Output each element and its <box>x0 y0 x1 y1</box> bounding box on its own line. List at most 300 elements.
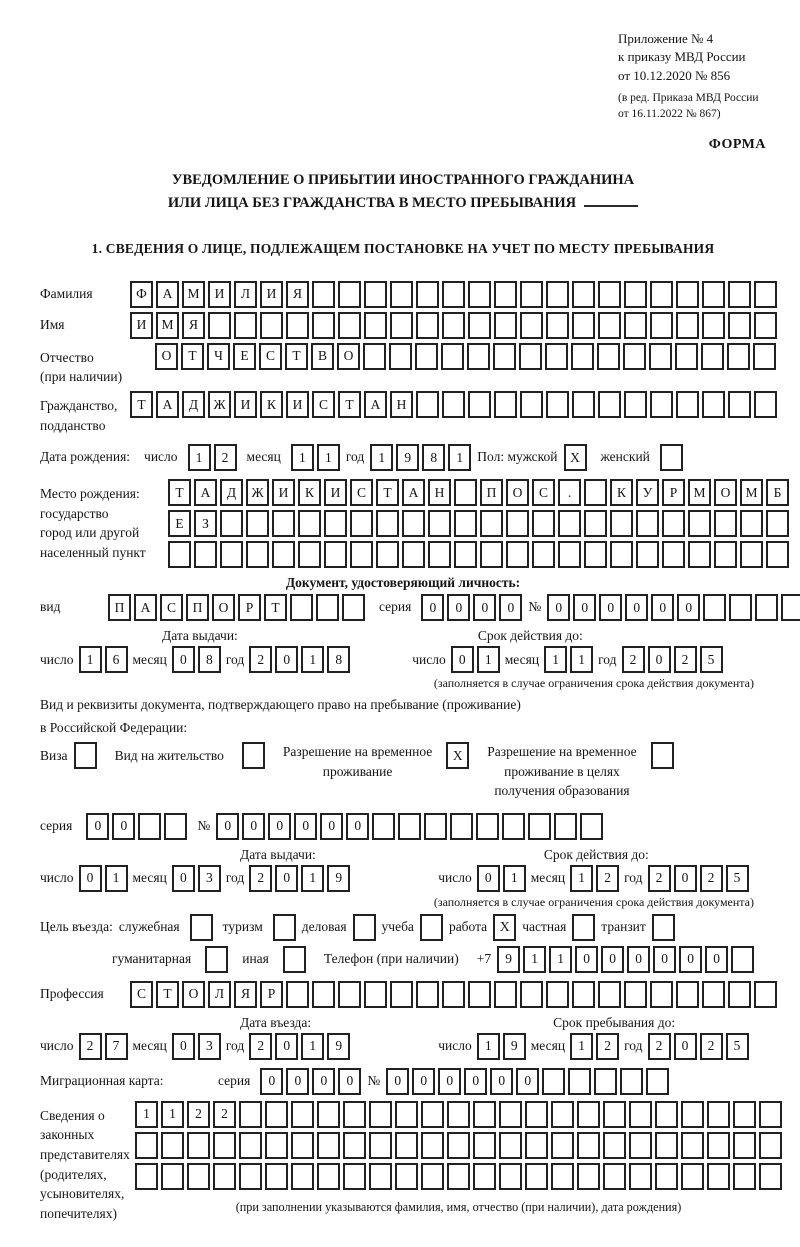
char-cell[interactable] <box>714 510 737 537</box>
char-cell[interactable]: Н <box>390 391 413 418</box>
char-cell[interactable]: 0 <box>627 946 650 973</box>
char-cell[interactable] <box>558 541 581 568</box>
char-cell[interactable] <box>506 541 529 568</box>
char-cell[interactable]: Н <box>428 479 451 506</box>
char-cell[interactable] <box>577 1132 600 1159</box>
char-cell[interactable] <box>395 1101 418 1128</box>
char-cell[interactable] <box>343 1101 366 1128</box>
char-cell[interactable] <box>395 1132 418 1159</box>
char-cell[interactable] <box>624 391 647 418</box>
char-cell[interactable] <box>662 510 685 537</box>
char-cell[interactable]: Р <box>238 594 261 621</box>
char-cell[interactable]: 7 <box>105 1033 128 1060</box>
char-cell[interactable] <box>74 742 97 769</box>
char-cell[interactable] <box>421 1132 444 1159</box>
char-cell[interactable]: И <box>324 479 347 506</box>
char-cell[interactable]: 1 <box>477 646 500 673</box>
char-cell[interactable] <box>676 391 699 418</box>
char-cell[interactable]: 0 <box>79 865 102 892</box>
char-cell[interactable] <box>759 1132 782 1159</box>
char-cell[interactable] <box>728 312 751 339</box>
char-cell[interactable]: 1 <box>570 865 593 892</box>
char-cell[interactable] <box>532 510 555 537</box>
char-cell[interactable] <box>213 1132 236 1159</box>
char-cell[interactable] <box>372 813 395 840</box>
char-cell[interactable] <box>676 281 699 308</box>
char-cell[interactable] <box>546 391 569 418</box>
char-cell[interactable]: 0 <box>573 594 596 621</box>
char-cell[interactable] <box>499 1132 522 1159</box>
char-cell[interactable]: 8 <box>327 646 350 673</box>
char-cell[interactable]: 0 <box>438 1068 461 1095</box>
char-cell[interactable] <box>442 981 465 1008</box>
char-cell[interactable]: О <box>337 343 360 370</box>
char-cell[interactable] <box>494 391 517 418</box>
char-cell[interactable] <box>343 1132 366 1159</box>
char-cell[interactable] <box>759 1101 782 1128</box>
char-cell[interactable] <box>350 541 373 568</box>
char-cell[interactable]: 0 <box>421 594 444 621</box>
char-cell[interactable] <box>650 981 673 1008</box>
char-cell[interactable] <box>572 391 595 418</box>
char-cell[interactable] <box>740 510 763 537</box>
char-cell[interactable]: Ч <box>207 343 230 370</box>
char-cell[interactable] <box>558 510 581 537</box>
char-cell[interactable] <box>629 1163 652 1190</box>
char-cell[interactable] <box>239 1163 262 1190</box>
char-cell[interactable] <box>728 981 751 1008</box>
char-cell[interactable] <box>620 1068 643 1095</box>
char-cell[interactable] <box>298 541 321 568</box>
char-cell[interactable] <box>636 510 659 537</box>
char-cell[interactable]: 2 <box>249 646 272 673</box>
char-cell[interactable] <box>525 1132 548 1159</box>
char-cell[interactable]: 2 <box>187 1101 210 1128</box>
char-cell[interactable]: И <box>260 281 283 308</box>
char-cell[interactable]: 0 <box>516 1068 539 1095</box>
char-cell[interactable]: А <box>156 281 179 308</box>
char-cell[interactable] <box>338 312 361 339</box>
char-cell[interactable] <box>450 813 473 840</box>
char-cell[interactable]: 0 <box>674 1033 697 1060</box>
char-cell[interactable] <box>781 594 800 621</box>
char-cell[interactable] <box>291 1163 314 1190</box>
char-cell[interactable]: И <box>130 312 153 339</box>
char-cell[interactable] <box>623 343 646 370</box>
char-cell[interactable] <box>402 510 425 537</box>
char-cell[interactable]: 6 <box>105 646 128 673</box>
char-cell[interactable] <box>416 391 439 418</box>
char-cell[interactable]: 0 <box>346 813 369 840</box>
char-cell[interactable]: 2 <box>700 1033 723 1060</box>
char-cell[interactable]: 0 <box>653 946 676 973</box>
char-cell[interactable] <box>246 510 269 537</box>
char-cell[interactable]: 9 <box>327 865 350 892</box>
char-cell[interactable]: З <box>194 510 217 537</box>
char-cell[interactable] <box>650 391 673 418</box>
char-cell[interactable] <box>135 1163 158 1190</box>
char-cell[interactable]: 1 <box>448 444 471 471</box>
char-cell[interactable]: 9 <box>396 444 419 471</box>
char-cell[interactable]: Л <box>208 981 231 1008</box>
char-cell[interactable]: К <box>610 479 633 506</box>
char-cell[interactable] <box>714 541 737 568</box>
char-cell[interactable] <box>220 510 243 537</box>
char-cell[interactable] <box>688 541 711 568</box>
char-cell[interactable]: 0 <box>275 1033 298 1060</box>
char-cell[interactable] <box>476 813 499 840</box>
char-cell[interactable] <box>272 510 295 537</box>
char-cell[interactable]: Л <box>234 281 257 308</box>
char-cell[interactable]: 0 <box>473 594 496 621</box>
char-cell[interactable] <box>598 391 621 418</box>
char-cell[interactable]: 1 <box>523 946 546 973</box>
char-cell[interactable] <box>473 1163 496 1190</box>
char-cell[interactable]: 0 <box>705 946 728 973</box>
char-cell[interactable] <box>660 444 683 471</box>
char-cell[interactable]: 0 <box>386 1068 409 1095</box>
char-cell[interactable] <box>343 1163 366 1190</box>
char-cell[interactable]: Б <box>766 479 789 506</box>
char-cell[interactable] <box>572 312 595 339</box>
char-cell[interactable]: 0 <box>677 594 700 621</box>
char-cell[interactable] <box>242 742 265 769</box>
char-cell[interactable]: 1 <box>370 444 393 471</box>
char-cell[interactable] <box>624 312 647 339</box>
char-cell[interactable] <box>312 281 335 308</box>
char-cell[interactable] <box>467 343 490 370</box>
char-cell[interactable] <box>390 312 413 339</box>
char-cell[interactable] <box>740 541 763 568</box>
char-cell[interactable] <box>688 510 711 537</box>
char-cell[interactable]: А <box>194 479 217 506</box>
char-cell[interactable] <box>480 541 503 568</box>
char-cell[interactable]: 8 <box>422 444 445 471</box>
char-cell[interactable] <box>499 1101 522 1128</box>
char-cell[interactable]: 0 <box>286 1068 309 1095</box>
char-cell[interactable]: 2 <box>674 646 697 673</box>
char-cell[interactable]: 1 <box>188 444 211 471</box>
char-cell[interactable]: И <box>208 281 231 308</box>
char-cell[interactable] <box>246 541 269 568</box>
char-cell[interactable]: 1 <box>105 865 128 892</box>
char-cell[interactable] <box>415 343 438 370</box>
char-cell[interactable]: 0 <box>575 946 598 973</box>
char-cell[interactable]: 0 <box>86 813 109 840</box>
char-cell[interactable] <box>480 510 503 537</box>
char-cell[interactable] <box>551 1132 574 1159</box>
char-cell[interactable] <box>707 1101 730 1128</box>
char-cell[interactable] <box>265 1163 288 1190</box>
char-cell[interactable]: 0 <box>451 646 474 673</box>
char-cell[interactable]: 5 <box>726 1033 749 1060</box>
char-cell[interactable] <box>676 981 699 1008</box>
char-cell[interactable]: 2 <box>79 1033 102 1060</box>
char-cell[interactable] <box>545 343 568 370</box>
char-cell[interactable] <box>603 1163 626 1190</box>
char-cell[interactable] <box>424 813 447 840</box>
char-cell[interactable] <box>286 981 309 1008</box>
char-cell[interactable]: 9 <box>327 1033 350 1060</box>
char-cell[interactable] <box>766 541 789 568</box>
char-cell[interactable]: И <box>272 479 295 506</box>
char-cell[interactable]: 1 <box>301 1033 324 1060</box>
char-cell[interactable] <box>584 541 607 568</box>
char-cell[interactable] <box>493 343 516 370</box>
char-cell[interactable] <box>161 1163 184 1190</box>
char-cell[interactable] <box>364 281 387 308</box>
char-cell[interactable]: 0 <box>499 594 522 621</box>
char-cell[interactable] <box>624 281 647 308</box>
char-cell[interactable] <box>376 510 399 537</box>
char-cell[interactable] <box>265 1132 288 1159</box>
char-cell[interactable]: Т <box>376 479 399 506</box>
char-cell[interactable] <box>290 594 313 621</box>
char-cell[interactable]: 2 <box>596 1033 619 1060</box>
char-cell[interactable] <box>729 594 752 621</box>
char-cell[interactable] <box>681 1132 704 1159</box>
char-cell[interactable] <box>260 312 283 339</box>
char-cell[interactable] <box>603 1132 626 1159</box>
char-cell[interactable] <box>265 1101 288 1128</box>
char-cell[interactable] <box>421 1163 444 1190</box>
char-cell[interactable] <box>312 312 335 339</box>
char-cell[interactable]: Т <box>181 343 204 370</box>
char-cell[interactable]: 2 <box>648 1033 671 1060</box>
char-cell[interactable]: О <box>714 479 737 506</box>
char-cell[interactable] <box>646 1068 669 1095</box>
char-cell[interactable]: 1 <box>317 444 340 471</box>
char-cell[interactable] <box>655 1132 678 1159</box>
char-cell[interactable] <box>494 981 517 1008</box>
char-cell[interactable] <box>707 1163 730 1190</box>
char-cell[interactable]: 1 <box>503 865 526 892</box>
char-cell[interactable] <box>220 541 243 568</box>
char-cell[interactable] <box>551 1163 574 1190</box>
char-cell[interactable] <box>468 391 491 418</box>
char-cell[interactable] <box>350 510 373 537</box>
char-cell[interactable] <box>208 312 231 339</box>
char-cell[interactable]: 0 <box>260 1068 283 1095</box>
char-cell[interactable] <box>298 510 321 537</box>
char-cell[interactable] <box>205 946 228 973</box>
char-cell[interactable] <box>702 281 725 308</box>
char-cell[interactable] <box>416 312 439 339</box>
char-cell[interactable]: 1 <box>570 646 593 673</box>
char-cell[interactable] <box>499 1163 522 1190</box>
char-cell[interactable] <box>468 312 491 339</box>
char-cell[interactable] <box>702 981 725 1008</box>
char-cell[interactable] <box>389 343 412 370</box>
char-cell[interactable]: С <box>259 343 282 370</box>
char-cell[interactable] <box>572 281 595 308</box>
char-cell[interactable]: 0 <box>112 813 135 840</box>
char-cell[interactable] <box>624 981 647 1008</box>
char-cell[interactable]: 0 <box>625 594 648 621</box>
char-cell[interactable] <box>733 1163 756 1190</box>
char-cell[interactable] <box>168 541 191 568</box>
char-cell[interactable] <box>164 813 187 840</box>
char-cell[interactable]: 3 <box>198 865 221 892</box>
char-cell[interactable] <box>584 479 607 506</box>
char-cell[interactable]: 0 <box>275 865 298 892</box>
char-cell[interactable] <box>675 343 698 370</box>
char-cell[interactable] <box>681 1101 704 1128</box>
char-cell[interactable]: 0 <box>412 1068 435 1095</box>
char-cell[interactable] <box>655 1163 678 1190</box>
char-cell[interactable] <box>494 312 517 339</box>
char-cell[interactable] <box>597 343 620 370</box>
char-cell[interactable] <box>598 981 621 1008</box>
char-cell[interactable] <box>525 1101 548 1128</box>
char-cell[interactable] <box>502 813 525 840</box>
char-cell[interactable] <box>338 281 361 308</box>
char-cell[interactable]: 2 <box>648 865 671 892</box>
char-cell[interactable] <box>520 281 543 308</box>
char-cell[interactable]: Т <box>130 391 153 418</box>
char-cell[interactable]: X <box>446 742 469 769</box>
char-cell[interactable]: П <box>108 594 131 621</box>
char-cell[interactable]: К <box>260 391 283 418</box>
char-cell[interactable]: 0 <box>651 594 674 621</box>
char-cell[interactable] <box>447 1163 470 1190</box>
char-cell[interactable]: М <box>688 479 711 506</box>
char-cell[interactable] <box>554 813 577 840</box>
char-cell[interactable]: П <box>186 594 209 621</box>
char-cell[interactable] <box>603 1101 626 1128</box>
char-cell[interactable]: О <box>212 594 235 621</box>
char-cell[interactable]: Т <box>168 479 191 506</box>
char-cell[interactable]: Я <box>286 281 309 308</box>
char-cell[interactable]: Т <box>264 594 287 621</box>
char-cell[interactable] <box>283 946 306 973</box>
char-cell[interactable]: 1 <box>477 1033 500 1060</box>
char-cell[interactable]: 2 <box>700 865 723 892</box>
char-cell[interactable]: 9 <box>503 1033 526 1060</box>
char-cell[interactable] <box>580 813 603 840</box>
char-cell[interactable]: П <box>480 479 503 506</box>
char-cell[interactable] <box>532 541 555 568</box>
char-cell[interactable] <box>577 1163 600 1190</box>
char-cell[interactable] <box>598 312 621 339</box>
char-cell[interactable]: А <box>134 594 157 621</box>
char-cell[interactable]: С <box>130 981 153 1008</box>
char-cell[interactable] <box>707 1132 730 1159</box>
char-cell[interactable] <box>291 1132 314 1159</box>
char-cell[interactable] <box>428 510 451 537</box>
char-cell[interactable] <box>454 541 477 568</box>
char-cell[interactable]: 2 <box>213 1101 236 1128</box>
char-cell[interactable]: 0 <box>242 813 265 840</box>
char-cell[interactable] <box>353 914 376 941</box>
char-cell[interactable] <box>454 510 477 537</box>
char-cell[interactable] <box>312 981 335 1008</box>
char-cell[interactable] <box>610 541 633 568</box>
char-cell[interactable] <box>571 343 594 370</box>
char-cell[interactable] <box>754 281 777 308</box>
char-cell[interactable]: М <box>182 281 205 308</box>
char-cell[interactable] <box>755 594 778 621</box>
char-cell[interactable] <box>363 343 386 370</box>
char-cell[interactable]: Ж <box>208 391 231 418</box>
char-cell[interactable] <box>316 594 339 621</box>
char-cell[interactable]: М <box>740 479 763 506</box>
char-cell[interactable] <box>473 1132 496 1159</box>
char-cell[interactable] <box>324 510 347 537</box>
char-cell[interactable] <box>161 1132 184 1159</box>
char-cell[interactable] <box>681 1163 704 1190</box>
char-cell[interactable] <box>364 981 387 1008</box>
char-cell[interactable] <box>369 1101 392 1128</box>
char-cell[interactable] <box>520 981 543 1008</box>
char-cell[interactable]: 1 <box>161 1101 184 1128</box>
char-cell[interactable]: Д <box>220 479 243 506</box>
char-cell[interactable]: 8 <box>198 646 221 673</box>
char-cell[interactable]: А <box>402 479 425 506</box>
char-cell[interactable]: А <box>156 391 179 418</box>
char-cell[interactable]: 0 <box>320 813 343 840</box>
char-cell[interactable] <box>629 1101 652 1128</box>
char-cell[interactable]: 2 <box>249 865 272 892</box>
char-cell[interactable] <box>364 312 387 339</box>
char-cell[interactable]: 0 <box>464 1068 487 1095</box>
char-cell[interactable] <box>213 1163 236 1190</box>
char-cell[interactable]: Д <box>182 391 205 418</box>
char-cell[interactable] <box>506 510 529 537</box>
char-cell[interactable]: Е <box>168 510 191 537</box>
char-cell[interactable] <box>272 541 295 568</box>
char-cell[interactable]: 1 <box>301 865 324 892</box>
char-cell[interactable] <box>584 510 607 537</box>
char-cell[interactable]: 0 <box>648 646 671 673</box>
char-cell[interactable] <box>402 541 425 568</box>
char-cell[interactable]: 1 <box>544 646 567 673</box>
char-cell[interactable] <box>551 1101 574 1128</box>
char-cell[interactable]: 0 <box>547 594 570 621</box>
char-cell[interactable]: 0 <box>312 1068 335 1095</box>
char-cell[interactable]: 0 <box>216 813 239 840</box>
char-cell[interactable] <box>727 343 750 370</box>
char-cell[interactable]: Т <box>156 981 179 1008</box>
char-cell[interactable] <box>135 1132 158 1159</box>
char-cell[interactable] <box>428 541 451 568</box>
char-cell[interactable] <box>342 594 365 621</box>
char-cell[interactable] <box>187 1132 210 1159</box>
char-cell[interactable] <box>416 281 439 308</box>
char-cell[interactable] <box>546 281 569 308</box>
char-cell[interactable]: 0 <box>477 865 500 892</box>
char-cell[interactable] <box>317 1132 340 1159</box>
char-cell[interactable] <box>598 281 621 308</box>
char-cell[interactable]: 0 <box>679 946 702 973</box>
char-cell[interactable]: 0 <box>275 646 298 673</box>
char-cell[interactable]: 2 <box>249 1033 272 1060</box>
char-cell[interactable]: М <box>156 312 179 339</box>
char-cell[interactable] <box>676 312 699 339</box>
char-cell[interactable] <box>733 1101 756 1128</box>
char-cell[interactable]: 1 <box>291 444 314 471</box>
char-cell[interactable]: С <box>160 594 183 621</box>
char-cell[interactable]: Я <box>182 312 205 339</box>
char-cell[interactable] <box>572 914 595 941</box>
char-cell[interactable] <box>546 981 569 1008</box>
char-cell[interactable]: 2 <box>214 444 237 471</box>
char-cell[interactable] <box>239 1101 262 1128</box>
char-cell[interactable]: С <box>532 479 555 506</box>
char-cell[interactable] <box>651 742 674 769</box>
char-cell[interactable] <box>442 281 465 308</box>
char-cell[interactable] <box>447 1132 470 1159</box>
